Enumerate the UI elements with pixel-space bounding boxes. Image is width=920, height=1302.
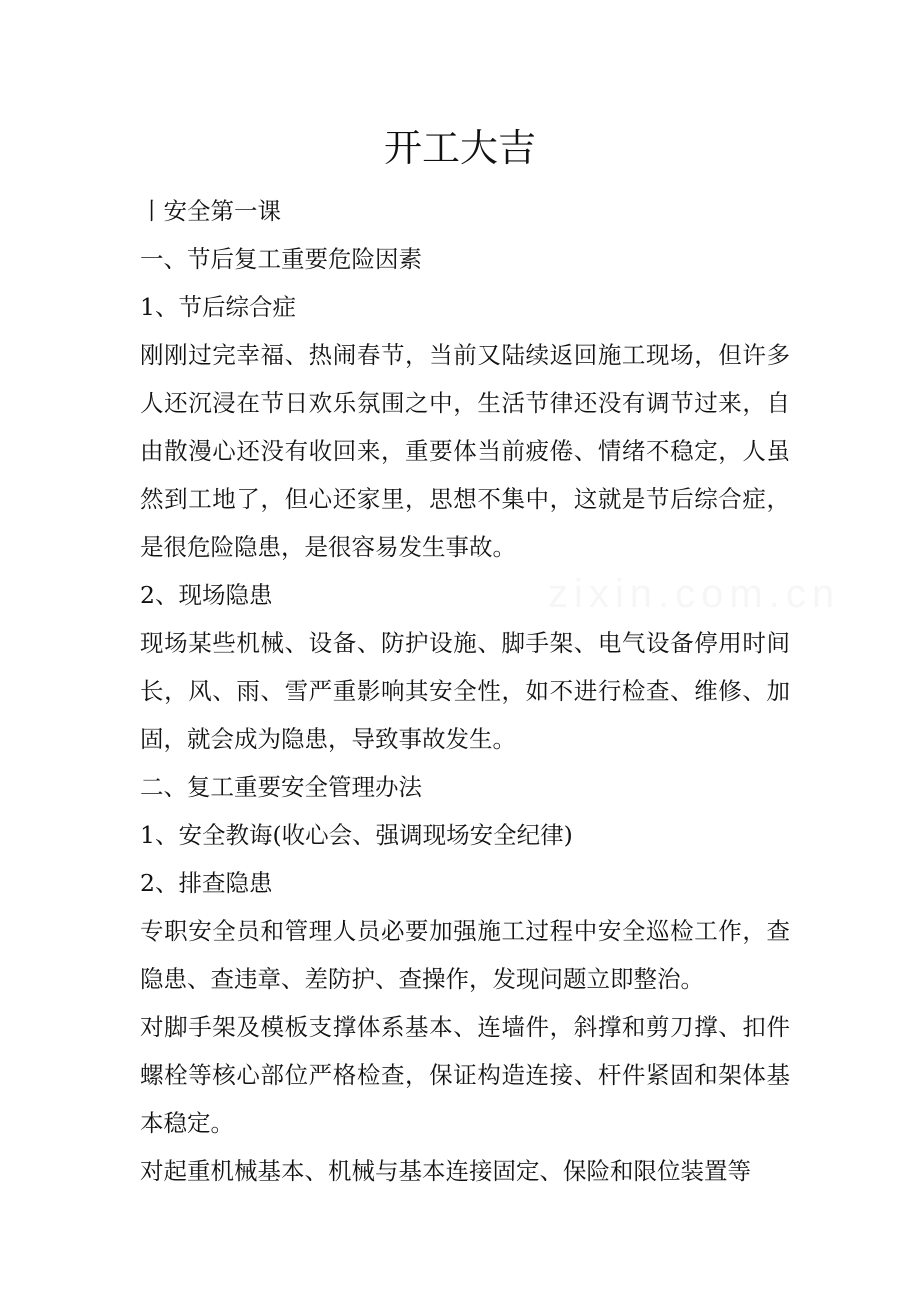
subheading-1-1: 1、节后综合症 xyxy=(140,293,296,321)
document-title: 开工大吉 xyxy=(383,126,536,170)
paragraph-holiday-syndrome: 刚刚过完幸福、热闹春节，当前又陆续返回施工现场，但许多人还沉浸在节日欢乐氛围之中，生活节律还没有调节过来，自由散漫心还没有收回来，重要体当前疲倦、情绪不稳定，人虽然到工地了，但心还家里，思想不集中，这就是节后综合症，是很危险隐患，是很容易发生事故。 xyxy=(140,341,790,561)
document-body xyxy=(140,187,790,1195)
section-marker: 丨安全第一课 xyxy=(140,197,281,225)
paragraph-site-hazards: 现场某些机械、设备、防护设施、脚手架、电气设备停用时间长，风、雨、雪严重影响其安全性，如不进行检查、维修、加固，就会成为隐患，导致事故发生。 xyxy=(140,629,790,753)
subheading-2-1: 1、安全教诲(收心会、强调现场安全纪律) xyxy=(140,821,573,849)
paragraph-scaffold-check: 对脚手架及模板支撑体系基本、连墙件，斜撑和剪刀撑、扣件螺栓等核心部位严格检查，保证构造连接、杆件紧固和架体基本稳定。 xyxy=(140,1013,790,1137)
section-heading-2: 二、复工重要安全管理办法 xyxy=(140,773,422,801)
paragraph-crane-check: 对起重机械基本、机械与基本连接固定、保险和限位装置等 xyxy=(140,1157,751,1185)
subheading-1-2: 2、现场隐患 xyxy=(140,581,273,609)
paragraph-inspection: 专职安全员和管理人员必要加强施工过程中安全巡检工作，查隐患、查违章、差防护、查操作，发现问题立即整治。 xyxy=(140,917,790,993)
subheading-2-2: 2、排查隐患 xyxy=(140,869,273,897)
section-heading-1: 一、节后复工重要危险因素 xyxy=(140,245,422,273)
